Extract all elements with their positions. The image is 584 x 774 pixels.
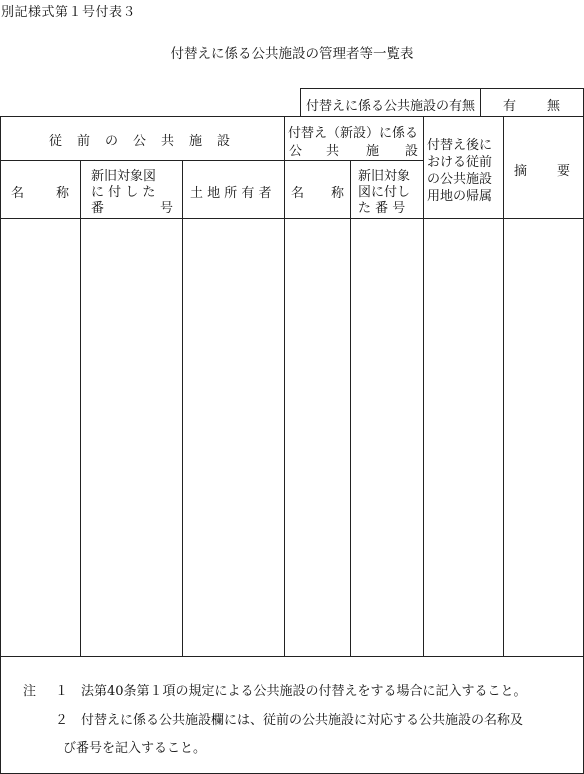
- new-map-number-header-line1: 新旧対象: [358, 169, 411, 184]
- land-belonging-header-line1: 付替え後に: [427, 138, 493, 153]
- note-1-number: １: [55, 684, 69, 699]
- former-map-number-header-line2: に 付 し た: [91, 185, 156, 200]
- facility-presence-label-cell: [300, 88, 481, 117]
- notes-top-rule: [1, 656, 583, 657]
- land-belonging-header-line3: の公共施設: [427, 172, 493, 187]
- notes-prefix: 注: [23, 684, 37, 699]
- land-belonging-header-line4: 用地の帰属: [427, 189, 493, 204]
- header-bottom-rule: [1, 218, 583, 219]
- new-name-column-line: [350, 160, 351, 656]
- facility-presence-label: 付替えに係る公共施設の有無: [306, 99, 476, 114]
- former-name-header-char2: 称: [56, 186, 70, 201]
- former-name-column-line: [80, 160, 81, 656]
- note-2-number: ２: [55, 713, 69, 728]
- landowner-header: 土 地 所 有 者: [190, 186, 272, 201]
- remarks-column-left-line: [503, 117, 504, 656]
- former-map-number-header-line3a: 番: [91, 201, 105, 216]
- remarks-header-char1: 摘: [514, 164, 528, 179]
- document-title: 付替えに係る公共施設の管理者等一覧表: [170, 46, 414, 62]
- former-map-number-header-line3b: 号: [160, 201, 174, 216]
- new-name-header-char1: 名: [291, 186, 305, 201]
- new-facility-group-header-char2: 共: [326, 144, 340, 159]
- note-2-text-line1: 付替えに係る公共施設欄には、従前の公共施設に対応する公共施設の名称及: [81, 713, 524, 728]
- former-name-header-char1: 名: [11, 186, 25, 201]
- new-facility-group-header-char3: 施: [366, 144, 380, 159]
- presence-no-option[interactable]: 無: [547, 99, 561, 114]
- belonging-column-left-line: [423, 117, 424, 656]
- new-group-divider: [284, 160, 424, 161]
- note-1-text: 法第40条第１項の規定による公共施設の付替えをする場合に記入すること。: [81, 684, 527, 699]
- land-belonging-header-line2: おける従前: [427, 155, 493, 170]
- facility-manager-table: [0, 116, 584, 774]
- new-facility-group-header-char1: 公: [289, 144, 303, 159]
- facility-presence-value-cell[interactable]: [480, 88, 584, 117]
- new-map-number-header-line3: た 番 号: [358, 201, 406, 216]
- new-name-header-char2: 称: [331, 186, 345, 201]
- new-facility-group-header-char4: 設: [405, 144, 419, 159]
- former-map-number-header-line1: 新旧対象図: [91, 169, 157, 184]
- former-group-divider: [1, 160, 284, 161]
- presence-yes-option[interactable]: 有: [503, 99, 517, 114]
- group-separator-line: [284, 117, 285, 656]
- former-facility-group-header: 従 前 の 公 共 施 設: [49, 134, 232, 149]
- new-map-number-header-line2: 図に付し: [358, 185, 411, 200]
- form-number-label: 別記様式第１号付表３: [1, 5, 137, 20]
- note-2-text-line2: び番号を記入すること。: [63, 741, 207, 756]
- remarks-header-char2: 要: [557, 164, 571, 179]
- former-map-column-line: [182, 160, 183, 656]
- new-facility-group-header-line1: 付替え（新設）に係る: [288, 126, 419, 141]
